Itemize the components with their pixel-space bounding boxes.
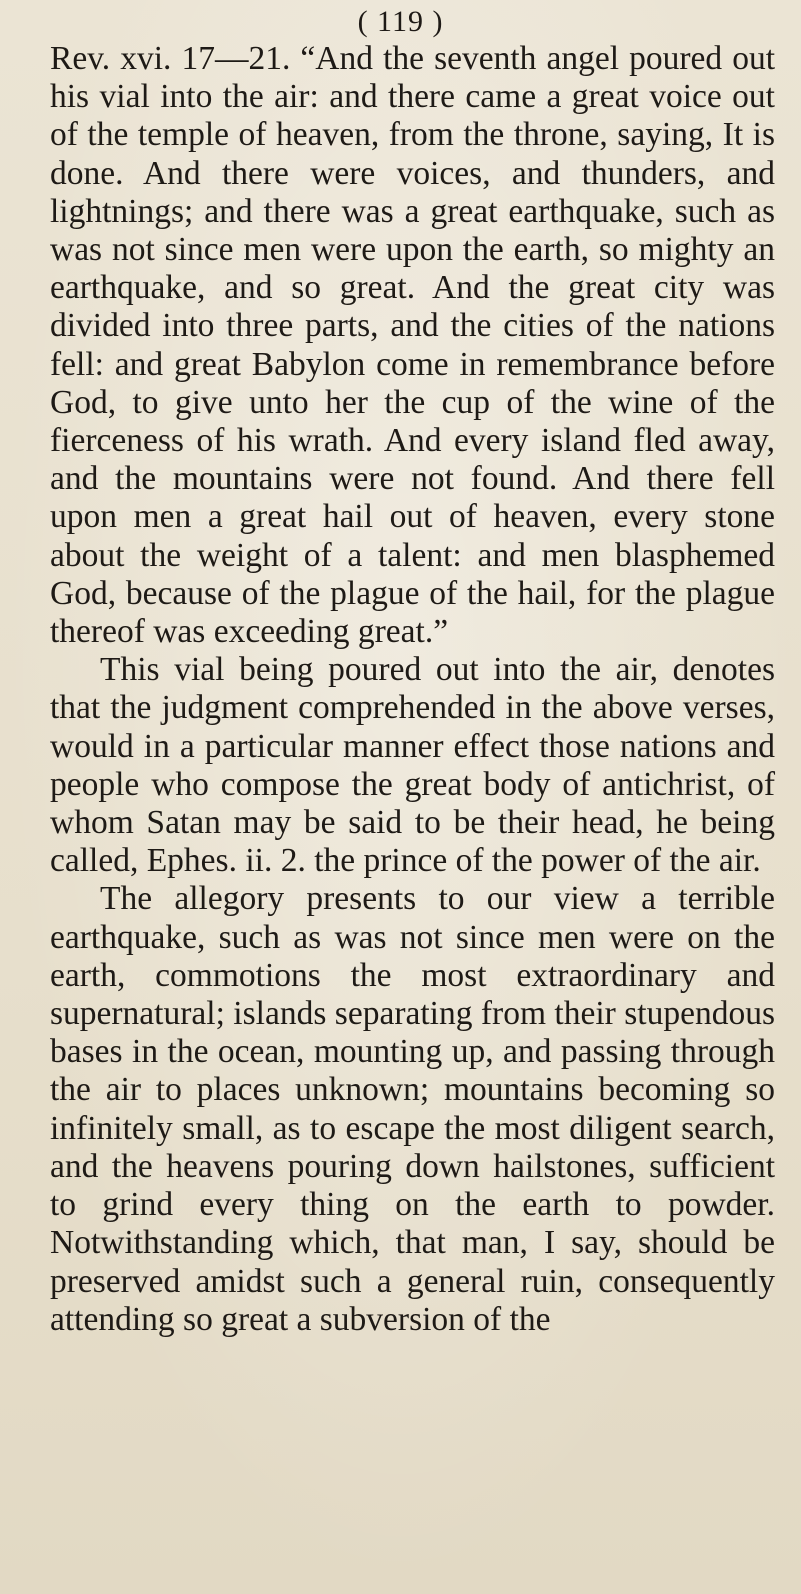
paragraph-vial-explanation: This vial being poured out into the air, denotes that the judgment comprehended in the above verses, would in a particular manner effect those nations and people who compose the great body of antichrist, of whom Satan may be said to be their head, he being called, Ephes. ii. 2. the prince of the power of the air. (50, 651, 775, 880)
page-body (50, 40, 775, 1339)
paragraph-allegory: The allegory presents to our view a terrible earthquake, such as was not since men were on the earth, commotions the most extraordinary and supernatural; islands separating from their stupendous bases in the ocean, mounting up, and passing through the air to places unknown; mountains becoming so infinitely small, as to escape the most diligent search, and the heavens pouring down hailstones, sufficient to grind every thing on the earth to powder. Notwithstanding which, that man, I say, should be preserved amidst such a general ruin, consequently attending so great a subversion of the (50, 880, 775, 1338)
paragraph-scripture-quote: Rev. xvi. 17—21. “And the seventh angel poured out his vial into the air: and there came a great voice out of the temple of heaven, from the throne, saying, It is done. And there were voices, and thunders, and lightnings; and there was a great earthquake, such as was not since men were upon the earth, so mighty an earthquake, and so great. And the great city was divided into three parts, and the cities of the nations fell: and great Babylon come in remembrance before God, to give unto her the cup of the wine of the fierceness of his wrath. And every island fled away, and the mountains were not found. And there fell upon men a great hail out of heaven, every stone about the weight of a talent: and men blasphemed God, because of the plague of the hail, for the plague thereof was exceeding great.” (50, 40, 775, 651)
page-number: ( 119 ) (357, 5, 444, 38)
